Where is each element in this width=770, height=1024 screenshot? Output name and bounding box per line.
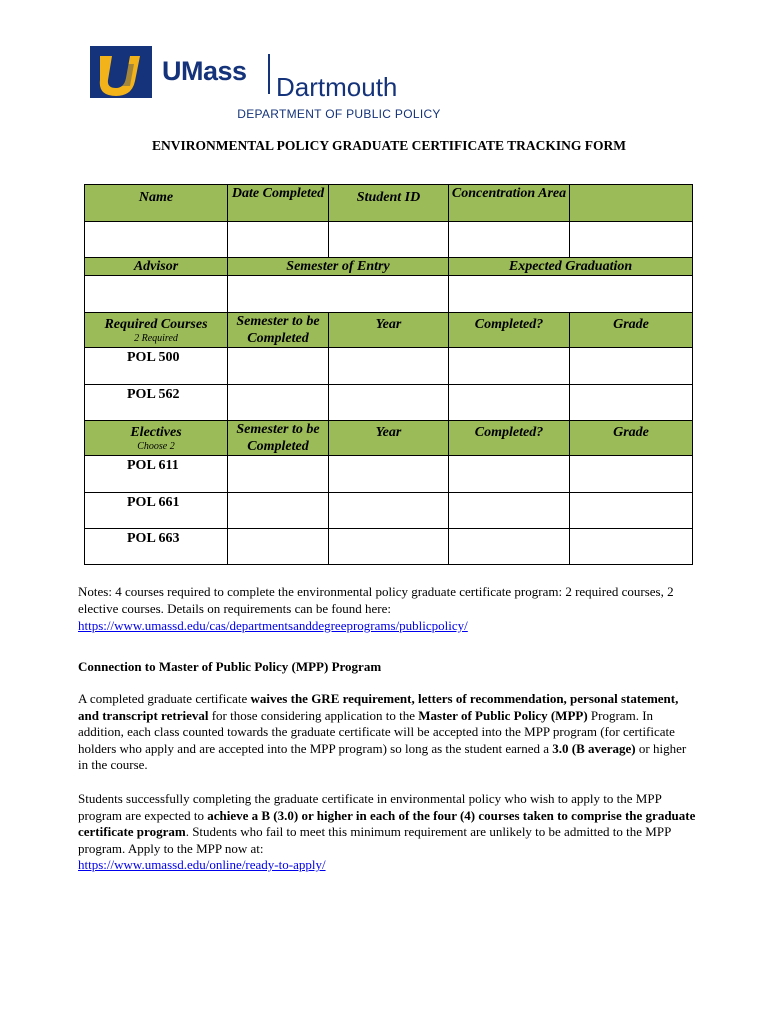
date-completed-field[interactable] — [228, 222, 329, 258]
required-note: 2 Required — [134, 333, 178, 344]
semester-field[interactable] — [228, 348, 329, 385]
form-title: ENVIRONMENTAL POLICY GRADUATE CERTIFICATE TRACKING FORM — [152, 138, 626, 153]
advisor-header: Advisor — [85, 258, 228, 276]
mpp-heading: Connection to Master of Public Policy (MPP) Program — [78, 659, 382, 674]
semester-of-entry-header: Semester of Entry — [228, 258, 449, 276]
table-row — [85, 529, 693, 565]
table-row — [85, 493, 693, 529]
advisor-field[interactable] — [85, 276, 228, 313]
grade-field[interactable] — [570, 529, 693, 565]
course-pol-661: POL 661 — [85, 493, 228, 529]
grade-header: Grade — [570, 313, 693, 348]
semester-field[interactable] — [228, 529, 329, 565]
notes-section — [78, 583, 698, 634]
apply-link[interactable]: https://www.umassd.edu/online/ready-to-apply/ — [78, 857, 326, 872]
semester-field[interactable] — [228, 456, 329, 493]
student-input-row — [85, 222, 693, 258]
completed-field[interactable] — [449, 385, 570, 421]
department-name: DEPARTMENT OF PUBLIC POLICY — [237, 107, 441, 121]
completed-field[interactable] — [449, 348, 570, 385]
year-field[interactable] — [329, 348, 449, 385]
mpp-paragraph-2: Students successfully completing the graduate certificate in environmental policy who wish to apply to the MPP program are expected to achieve a B (3.0) or higher in each of the four (4) courses taken to comprise the graduate certificate program. Students who fail to meet this minimum requirement are unlikely to be admitted to the MPP program. Apply to the MPP now at: https://www.umassd.edu/online/ready-to-apply/ — [78, 791, 696, 872]
year-field[interactable] — [329, 456, 449, 493]
public-policy-link[interactable]: https://www.umassd.edu/cas/departmentsanddegreeprograms/publicpolicy/ — [78, 618, 468, 633]
table-row — [85, 456, 693, 493]
completed-header: Completed? — [449, 421, 570, 456]
grade-field[interactable] — [570, 456, 693, 493]
semester-field[interactable] — [228, 385, 329, 421]
required-courses-header: Required Courses 2 Required — [85, 313, 228, 348]
electives-note: Choose 2 — [137, 441, 175, 452]
completed-header: Completed? — [449, 313, 570, 348]
blank-header-cell — [570, 185, 693, 222]
grade-field[interactable] — [570, 348, 693, 385]
header-row-student — [85, 185, 693, 222]
student-id-field[interactable] — [329, 222, 449, 258]
grade-header: Grade — [570, 421, 693, 456]
expected-graduation-header: Expected Graduation — [449, 258, 693, 276]
completed-field[interactable] — [449, 493, 570, 529]
table-row — [85, 385, 693, 421]
electives-header: Electives Choose 2 — [85, 421, 228, 456]
concentration-area-field[interactable] — [449, 222, 570, 258]
year-field[interactable] — [329, 493, 449, 529]
completed-field[interactable] — [449, 456, 570, 493]
concentration-area-header: Concentration Area — [449, 185, 570, 222]
year-field[interactable] — [329, 385, 449, 421]
semester-to-complete-header: Semester to be Completed — [228, 313, 329, 348]
logo-divider — [268, 54, 270, 94]
semester-field[interactable] — [228, 493, 329, 529]
header-row-advisor — [85, 258, 693, 276]
umass-dartmouth-logo — [90, 46, 420, 102]
grade-field[interactable] — [570, 493, 693, 529]
semester-of-entry-field[interactable] — [228, 276, 449, 313]
name-header: Name — [85, 185, 228, 222]
year-header: Year — [329, 421, 449, 456]
logo-dartmouth-text: Dartmouth — [276, 72, 398, 102]
required-courses-header-row — [85, 313, 693, 348]
year-header: Year — [329, 313, 449, 348]
name-field[interactable] — [85, 222, 228, 258]
student-id-header: Student ID — [329, 185, 449, 222]
course-pol-500: POL 500 — [85, 348, 228, 385]
grade-field[interactable] — [570, 385, 693, 421]
course-pol-611: POL 611 — [85, 456, 228, 493]
advisor-input-row — [85, 276, 693, 313]
extra-field[interactable] — [570, 222, 693, 258]
umass-logo-mark-icon — [90, 46, 152, 98]
course-pol-663: POL 663 — [85, 529, 228, 565]
notes-text: Notes: 4 courses required to complete the environmental policy graduate certificate program: 2 required courses, 2 elective courses. Details on requirements can be found here: — [78, 584, 674, 616]
tracking-table — [84, 184, 693, 565]
table-row — [85, 348, 693, 385]
electives-header-row — [85, 421, 693, 456]
date-completed-header: Date Completed — [228, 185, 329, 222]
semester-to-complete-header: Semester to be Completed — [228, 421, 329, 456]
logo-umass-text: UMass — [162, 56, 247, 86]
year-field[interactable] — [329, 529, 449, 565]
course-pol-562: POL 562 — [85, 385, 228, 421]
completed-field[interactable] — [449, 529, 570, 565]
expected-graduation-field[interactable] — [449, 276, 693, 313]
mpp-paragraph-1: A completed graduate certificate waives the GRE requirement, letters of recommendation, personal statement, and transcript retrieval for those considering application to the Master of Public Policy (MPP) Program. In addition, each class counted towards the graduate certificate will be accepted into the MPP program (for certificate holders who apply and are accepted into the MPP program) so long as the student earned a 3.0 (B average) or higher in the course. — [78, 691, 687, 772]
